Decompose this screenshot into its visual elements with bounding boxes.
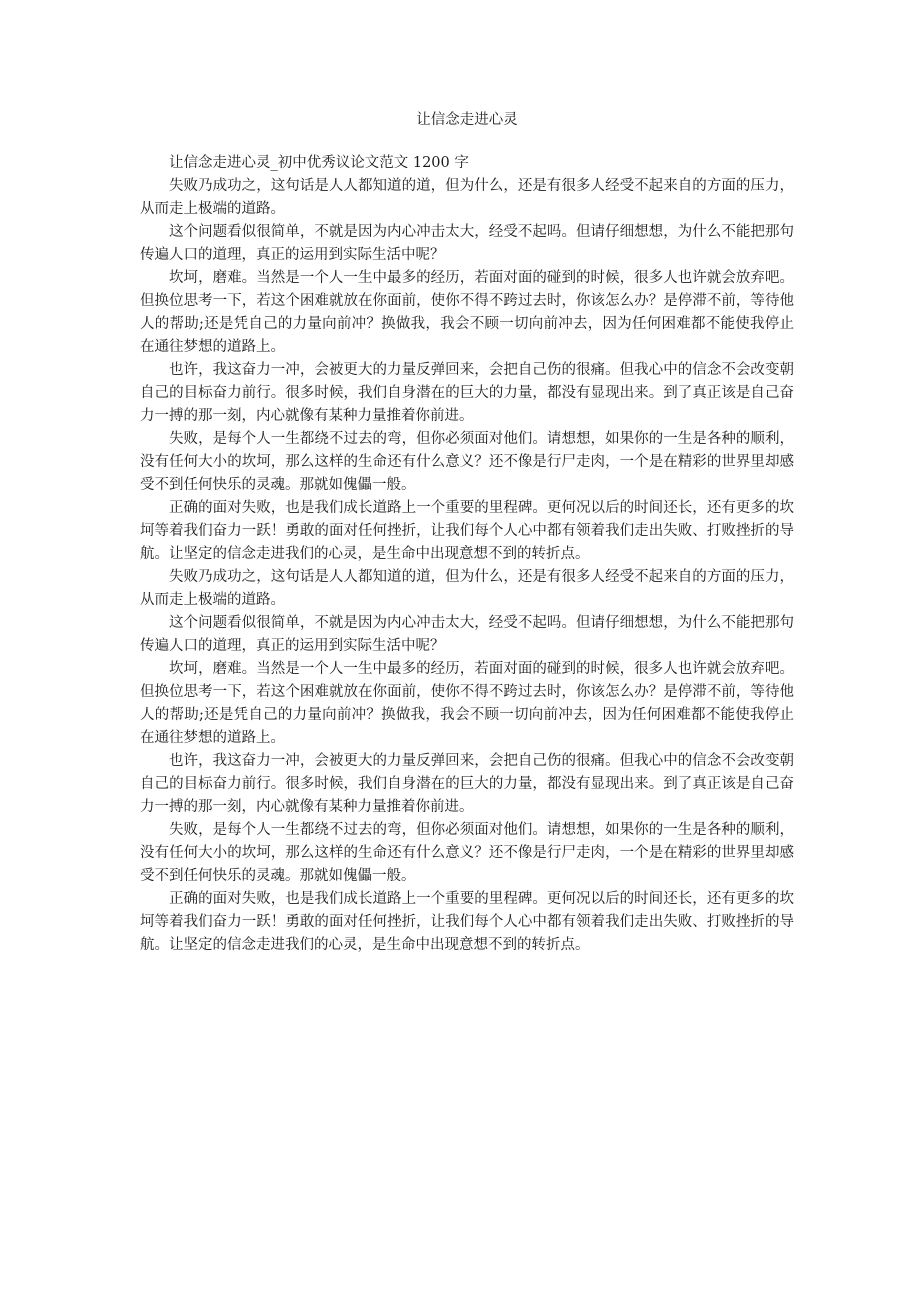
paragraph: 也许，我这奋力一冲，会被更大的力量反弹回来，会把自己伤的很痛。但我心中的信念不会改变朝自己的目标奋力前行。很多时候，我们自身潜在的巨大的力量，都没有显现出来。到了真正该是自己奋力一搏的那一刻，内心就像有某种力量推着你前进。 (140, 753, 794, 815)
document-title: 让信念走进心灵 (416, 112, 518, 128)
document-body (140, 175, 794, 957)
paragraph: 也许，我这奋力一冲，会被更大的力量反弹回来，会把自己伤的很痛。但我心中的信念不会改变朝自己的目标奋力前行。很多时候，我们自身潜在的巨大的力量，都没有显现出来。到了真正该是自己奋力一搏的那一刻，内心就像有某种力量推着你前进。 (140, 362, 794, 424)
document-subtitle: 让信念走进心灵_初中优秀议论文范文 1200 字 (169, 155, 469, 171)
paragraph: 这个问题看似很简单，不就是因为内心冲击太大，经受不起吗。但请仔细想想，为什么不能把那句传遍人口的道理，真正的运用到实际生活中呢？ (140, 224, 794, 263)
paragraph: 坎坷，磨难。当然是一个人一生中最多的经历，若面对面的碰到的时候，很多人也许就会放弃吧。但换位思考一下，若这个困难就放在你面前，使你不得不跨过去时，你该怎么办？是停滞不前，等待他人的帮助;还是凭自己的力量向前冲？换做我，我会不顾一切向前冲去，因为任何困难都不能使我停止在通往梦想的道路上。 (140, 661, 794, 746)
paragraph: 正确的面对失败，也是我们成长道路上一个重要的里程碑。更何况以后的时间还长，还有更多的坎坷等着我们奋力一跃！勇敢的面对任何挫折，让我们每个人心中都有领着我们走出失败、打败挫折的导航。让坚定的信念走进我们的心灵，是生命中出现意想不到的转折点。 (140, 500, 794, 562)
document-page (140, 110, 794, 957)
paragraph: 正确的面对失败，也是我们成长道路上一个重要的里程碑。更何况以后的时间还长，还有更多的坎坷等着我们奋力一跃！勇敢的面对任何挫折，让我们每个人心中都有领着我们走出失败、打败挫折的导航。让坚定的信念走进我们的心灵，是生命中出现意想不到的转折点。 (140, 891, 794, 953)
paragraph: 失败乃成功之，这句话是人人都知道的道，但为什么，还是有很多人经受不起来自的方面的压力，从而走上极端的道路。 (140, 569, 794, 608)
paragraph: 失败乃成功之，这句话是人人都知道的道，但为什么，还是有很多人经受不起来自的方面的压力，从而走上极端的道路。 (140, 178, 794, 217)
paragraph: 坎坷，磨难。当然是一个人一生中最多的经历，若面对面的碰到的时候，很多人也许就会放弃吧。但换位思考一下，若这个困难就放在你面前，使你不得不跨过去时，你该怎么办？是停滞不前，等待他人的帮助;还是凭自己的力量向前冲？换做我，我会不顾一切向前冲去，因为任何困难都不能使我停止在通往梦想的道路上。 (140, 270, 794, 355)
paragraph: 失败，是每个人一生都绕不过去的弯，但你必须面对他们。请想想，如果你的一生是各种的顺利，没有任何大小的坎坷，那么这样的生命还有什么意义？还不像是行尸走肉，一个是在精彩的世界里却感受不到任何快乐的灵魂。那就如傀儡一般。 (140, 822, 794, 884)
paragraph: 失败，是每个人一生都绕不过去的弯，但你必须面对他们。请想想，如果你的一生是各种的顺利，没有任何大小的坎坷，那么这样的生命还有什么意义？还不像是行尸走肉，一个是在精彩的世界里却感受不到任何快乐的灵魂。那就如傀儡一般。 (140, 431, 794, 493)
paragraph: 这个问题看似很简单，不就是因为内心冲击太大，经受不起吗。但请仔细想想，为什么不能把那句传遍人口的道理，真正的运用到实际生活中呢？ (140, 615, 794, 654)
